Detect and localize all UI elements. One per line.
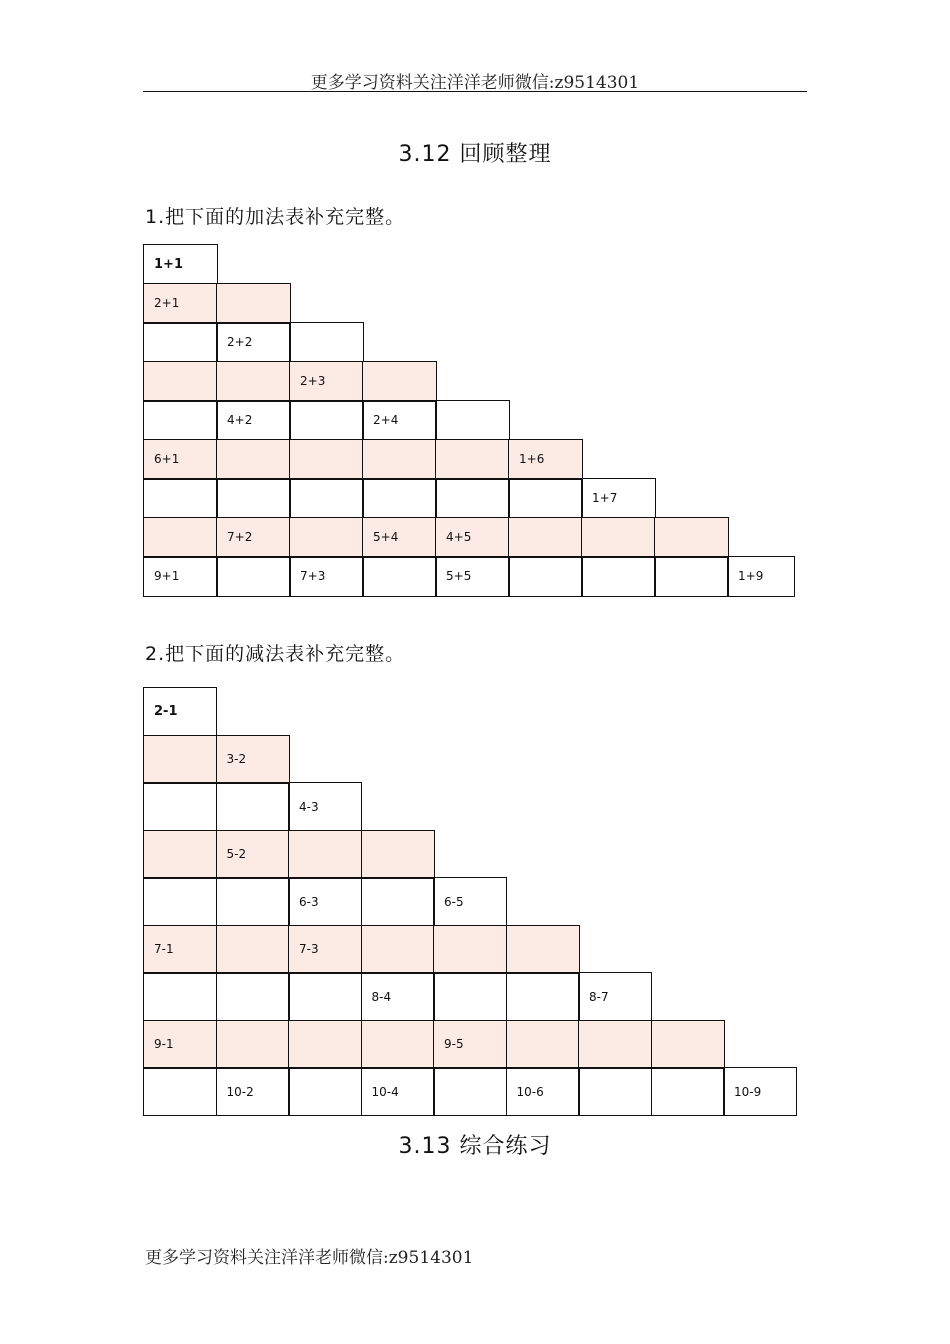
table-cell: 5+5 (435, 556, 510, 597)
table-cell: 2+2 (216, 322, 291, 363)
blank-answer-cell[interactable] (288, 972, 362, 1021)
table-cell: 4+2 (216, 400, 291, 441)
table-cell: 2-1 (143, 687, 217, 736)
table-cell: 6-3 (288, 877, 362, 926)
table-cell: 7+2 (216, 517, 291, 558)
blank-answer-cell[interactable] (361, 1020, 435, 1069)
page-header-text: 更多学习资料关注洋洋老师微信:z9514301 (310, 73, 640, 93)
blank-answer-cell[interactable] (143, 877, 217, 926)
table-cell: 2+3 (289, 361, 364, 402)
blank-answer-cell[interactable] (216, 782, 290, 831)
blank-answer-cell[interactable] (578, 1067, 652, 1116)
blank-answer-cell[interactable] (288, 830, 362, 879)
table-cell: 1+7 (581, 478, 656, 519)
section-title-practice: 3.13 综合练习 (398, 1134, 552, 1159)
question-1-prompt: 1.把下面的加法表补充完整。 (145, 206, 406, 228)
blank-answer-cell[interactable] (288, 1020, 362, 1069)
table-cell: 10-4 (361, 1067, 435, 1116)
table-cell: 7+3 (289, 556, 364, 597)
table-cell: 9+1 (143, 556, 218, 597)
table-cell: 4+5 (435, 517, 510, 558)
section-title-review: 3.12 回顾整理 (398, 142, 552, 167)
blank-answer-cell[interactable] (143, 735, 217, 784)
table-cell: 6-5 (433, 877, 507, 926)
table-cell: 1+1 (143, 244, 218, 285)
table-cell: 2+1 (143, 283, 218, 324)
table-cell: 9-1 (143, 1020, 217, 1069)
blank-answer-cell[interactable] (506, 1020, 580, 1069)
blank-answer-cell[interactable] (143, 1067, 217, 1116)
table-cell: 7-1 (143, 925, 217, 974)
blank-answer-cell[interactable] (651, 1020, 725, 1069)
table-cell: 4-3 (288, 782, 362, 831)
table-cell: 1+9 (727, 556, 795, 597)
blank-answer-cell[interactable] (361, 925, 435, 974)
blank-answer-cell[interactable] (651, 1067, 725, 1116)
table-cell: 8-7 (578, 972, 652, 1021)
blank-answer-cell[interactable] (143, 782, 217, 831)
table-cell: 6+1 (143, 439, 218, 480)
question-2-prompt: 2.把下面的减法表补充完整。 (145, 643, 406, 665)
blank-answer-cell[interactable] (216, 877, 290, 926)
blank-answer-cell[interactable] (506, 925, 580, 974)
blank-answer-cell[interactable] (433, 972, 507, 1021)
table-cell: 1+6 (508, 439, 583, 480)
blank-answer-cell[interactable] (433, 925, 507, 974)
blank-answer-cell[interactable] (361, 877, 435, 926)
table-cell: 9-5 (433, 1020, 507, 1069)
page-footer-text: 更多学习资料关注洋洋老师微信:z9514301 (145, 1248, 474, 1268)
blank-answer-cell[interactable] (578, 1020, 652, 1069)
table-cell: 2+4 (362, 400, 437, 441)
table-cell: 7-3 (288, 925, 362, 974)
blank-answer-cell[interactable] (506, 972, 580, 1021)
table-cell: 10-2 (216, 1067, 290, 1116)
blank-answer-cell[interactable] (361, 830, 435, 879)
blank-answer-cell[interactable] (288, 1067, 362, 1116)
table-cell: 3-2 (216, 735, 290, 784)
blank-answer-cell[interactable] (433, 1067, 507, 1116)
blank-answer-cell[interactable] (216, 1020, 290, 1069)
table-cell: 5+4 (362, 517, 437, 558)
table-cell: 10-9 (723, 1067, 797, 1116)
table-cell: 5-2 (216, 830, 290, 879)
blank-answer-cell[interactable] (216, 925, 290, 974)
blank-answer-cell[interactable] (143, 830, 217, 879)
blank-answer-cell[interactable] (143, 972, 217, 1021)
blank-answer-cell[interactable] (216, 972, 290, 1021)
table-cell: 8-4 (361, 972, 435, 1021)
table-cell: 10-6 (506, 1067, 580, 1116)
